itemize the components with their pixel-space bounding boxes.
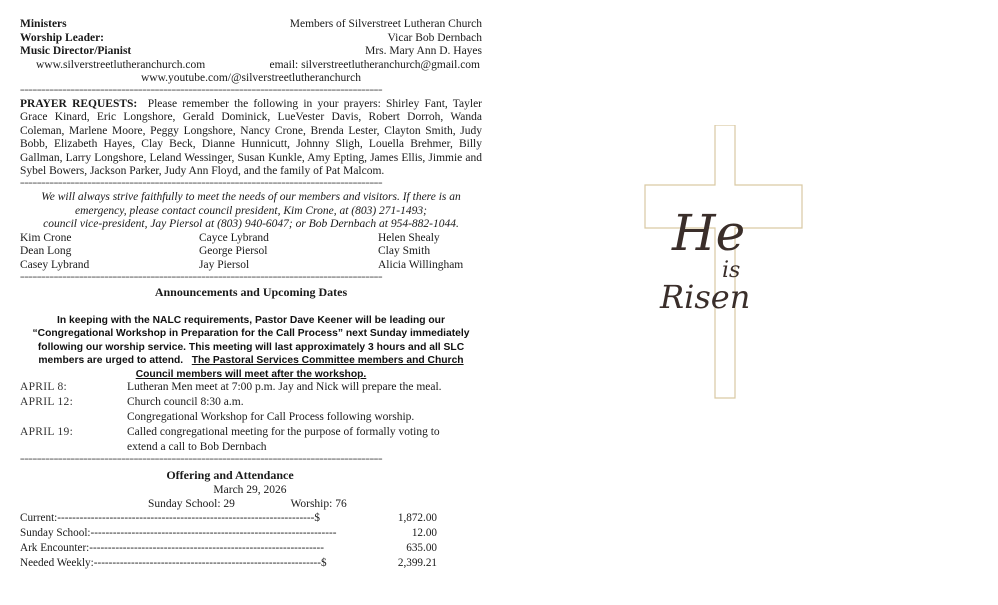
separator: ======================================================================================	[20, 455, 383, 465]
prayer-requests-label: PRAYER REQUESTS:	[20, 97, 138, 110]
ministers-row	[20, 18, 482, 32]
youtube-link[interactable]: www.youtube.com/@silverstreetlutheranchurch	[141, 72, 361, 84]
separator: ======================================================================================	[20, 179, 383, 189]
announcements-title: Announcements and Upcoming Dates	[154, 284, 348, 299]
music-director-label: Music Director/Pianist	[20, 45, 132, 57]
council-member: Helen Shealy	[378, 231, 440, 244]
council-notice-line: council vice-president, Jay Piersol at (803) 940-6047; or Bob Dernbach at 954-882-1044.	[43, 218, 459, 231]
offering-amount: 635.00	[406, 542, 437, 555]
council-member: George Piersol	[199, 245, 268, 258]
announcement-line	[20, 354, 482, 368]
event-date: APRIL 8:	[20, 381, 68, 394]
worship-leader-label: Worship Leader:	[20, 31, 105, 44]
council-member: Alicia Willingham	[378, 259, 464, 272]
offering-amount: 12.00	[411, 527, 437, 540]
email-link[interactable]: email: silverstreetlutheranchurch@gmail.com	[269, 58, 480, 71]
offering-label: Needed Weekly:-------------------------------------------------------------$	[20, 556, 327, 569]
offering-date: March 29, 2026	[213, 484, 287, 497]
event-text: Lutheran Men meet at 7:00 p.m. Jay and Nick will prepare the meal.	[127, 381, 442, 394]
council-members-list	[20, 232, 482, 273]
announcement-line: In keeping with the NALC requirements, Pastor Dave Keener will be leading our	[57, 314, 445, 326]
worship-leader-value: Vicar Bob Dernbach	[387, 31, 482, 44]
announcement-paragraph	[20, 314, 482, 382]
worship-attendance: Worship: 76	[290, 498, 347, 511]
separator: ======================================================================================	[20, 272, 383, 282]
event-date: APRIL 12:	[20, 396, 74, 409]
cross-text-is: is	[722, 258, 741, 283]
event-date	[20, 410, 127, 425]
he-is-risen-cross-graphic	[630, 125, 820, 405]
council-member: Kim Crone	[20, 231, 72, 244]
cross-text-he: He	[672, 204, 746, 262]
event-text: extend a call to Bob Dernbach	[127, 441, 267, 454]
cross-text-risen: Risen	[660, 278, 751, 316]
announcement-line: following our worship service. This meeting will last approximately 3 hours and all SLC	[37, 341, 465, 353]
ministers-value: Members of Silverstreet Lutheran Church	[289, 18, 482, 30]
event-text: Called congregational meeting for the purpose of formally voting to	[127, 426, 440, 439]
website-link[interactable]: www.silverstreetlutheranchurch.com	[36, 58, 206, 71]
cross-icon	[630, 125, 820, 405]
event-date: APRIL 19:	[20, 426, 74, 439]
dates-list	[20, 380, 482, 455]
music-director-row	[20, 45, 482, 59]
offering-amount: 1,872.00	[397, 512, 437, 525]
prayer-requests-text: Please remember the following in your prayers: Shirley Fant, Tayler Grace Kinard, Eric Longshore, Gerald Dominick, LueVester Davis, Robert Dorroh, Wanda Coleman, Marlene Moore, Peggy Longshore, Nancy Crone, Brenda Lester, Clayton Smith, Judy Bobb, Elizabeth Hayes, Clay Beck, Dianne Hunnicutt, Johnny Sligh, Louella Brehmer, Billy Gallman, Larry Longshore, Leland Wessinger, Susan Kunkle, Amy Epting, James Ellis, Jimmie and Sybel Bowers, Jackson Parker, Judy Ann Floyd, and the family of Pat Malcom.	[20, 97, 482, 178]
council-notice-line: We will always strive faithfully to meet the needs of our members and visitors. If there is an	[41, 191, 461, 204]
announcement-text: members are urged to attend.	[38, 355, 184, 367]
offering-label: Current:---------------------------------------------------------------------$	[20, 512, 320, 525]
council-notice-line: emergency, please contact council president, Kim Crone, at (803) 271-1493;	[75, 204, 427, 217]
offering-label: Sunday School:------------------------------------------------------------------	[20, 527, 337, 540]
ministers-label: Ministers	[20, 18, 67, 30]
council-member: Clay Smith	[378, 245, 431, 258]
music-director-value: Mrs. Mary Ann D. Hayes	[365, 45, 482, 57]
worship-leader-row	[20, 32, 482, 46]
council-member: Cayce Lybrand	[199, 231, 269, 244]
council-notice	[20, 191, 482, 232]
announcement-underlined-text: The Pastoral Services Committee members and Church	[191, 355, 464, 367]
event-text: Congregational Workshop for Call Process following worship.	[127, 411, 415, 424]
offering-amount: 2,399.21	[397, 556, 437, 569]
offering-label: Ark Encounter:---------------------------------------------------------------	[20, 542, 324, 555]
event-text: Church council 8:30 a.m.	[127, 396, 244, 409]
sunday-school-attendance: Sunday School: 29	[148, 498, 235, 511]
announcement-line: “Congregational Workshop in Preparation for the Call Process” next Sunday immediately	[32, 328, 470, 340]
offering-title: Offering and Attendance	[166, 468, 294, 483]
announcement-underlined-text: Council members will meet after the workshop.	[135, 368, 367, 380]
contact-row	[20, 59, 482, 73]
event-date	[20, 440, 127, 455]
council-member: Casey Lybrand	[20, 259, 90, 272]
council-member: Jay Piersol	[199, 259, 250, 272]
council-member: Dean Long	[20, 245, 72, 258]
separator: ======================================================================================	[20, 85, 383, 95]
attendance-row	[20, 497, 482, 511]
offering-table	[20, 511, 482, 570]
bulletin-left-column	[20, 18, 482, 571]
prayer-requests	[20, 98, 482, 180]
